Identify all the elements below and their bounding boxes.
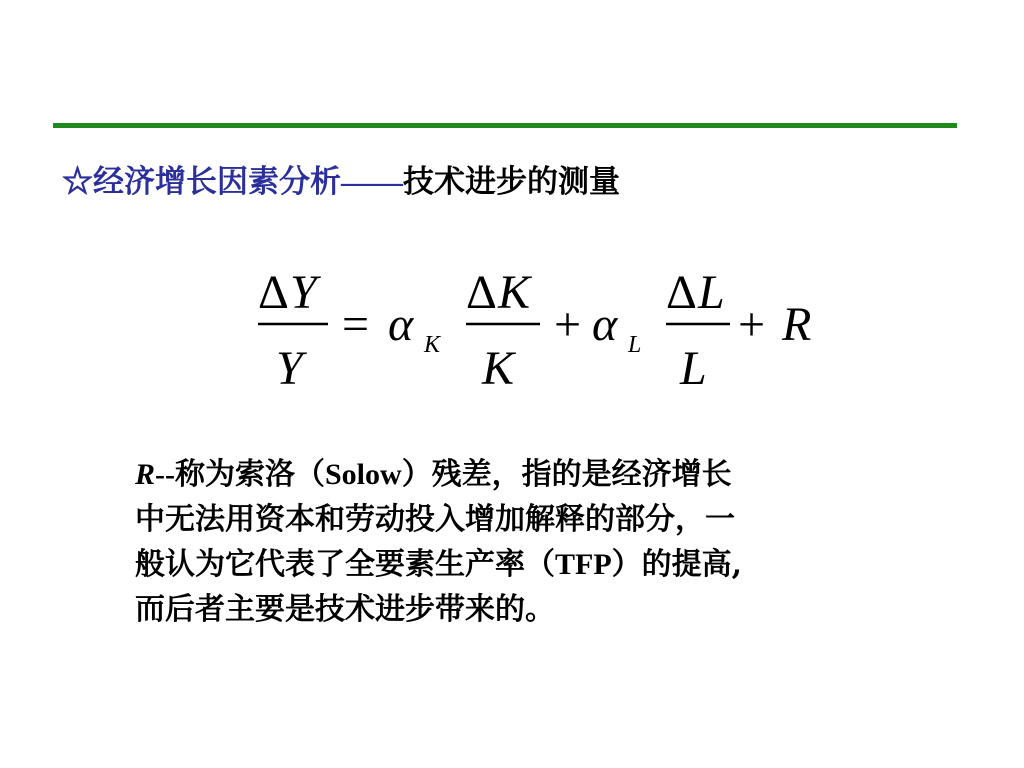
- solow-term: Solow: [325, 458, 402, 491]
- formula-alpha-l: α: [592, 298, 618, 351]
- formula-l-denominator: L: [680, 342, 707, 395]
- formula-sub-k: K: [424, 332, 441, 358]
- star-icon: ☆: [62, 164, 93, 200]
- formula-delta-l-var: L: [698, 266, 725, 319]
- header-divider: [53, 123, 957, 128]
- formula-alpha-k: α: [388, 298, 414, 351]
- title-dash: ——: [341, 164, 403, 199]
- line1-part-b: ）残差，指的是经济增长: [401, 457, 732, 492]
- title-subtopic: 技术进步的测量: [403, 164, 620, 200]
- formula-delta-k-var: K: [498, 266, 531, 319]
- formula-sub-l: L: [628, 332, 642, 358]
- line3-part-a: 般认为它代表了全要素生产率（: [135, 547, 555, 582]
- line1-part-a: 称为索洛（: [175, 457, 325, 492]
- formula-delta-y-delta: Δ: [258, 266, 289, 319]
- formula-delta-y-var: Y: [290, 266, 317, 319]
- formula-equals: =: [342, 298, 370, 351]
- formula-delta-k-delta: Δ: [466, 266, 497, 319]
- formula-k-denominator: K: [482, 342, 515, 395]
- solow-residual-explanation: [135, 452, 955, 632]
- r-dash: --: [155, 458, 175, 491]
- paragraph-line-2: 中无法用资本和劳动投入增加解释的部分，一: [135, 502, 735, 537]
- paragraph-line-4: 而后者主要是技术进步带来的。: [135, 592, 555, 627]
- paragraph-line-3: [135, 542, 955, 587]
- paragraph-line-1: [135, 452, 955, 497]
- slide-title: [62, 162, 620, 202]
- formula-plus-2: +: [738, 298, 766, 351]
- formula-y-denominator: Y: [276, 342, 303, 395]
- tfp-term: TFP: [555, 548, 612, 581]
- title-topic: 经济增长因素分析: [93, 164, 341, 200]
- growth-accounting-formula: [240, 258, 840, 398]
- formula-residual-r: R: [782, 298, 812, 351]
- formula-delta-l-delta: Δ: [666, 266, 697, 319]
- r-label: R: [135, 458, 156, 491]
- formula-plus-1: +: [554, 298, 582, 351]
- line3-part-b: ）的提高,: [611, 547, 743, 582]
